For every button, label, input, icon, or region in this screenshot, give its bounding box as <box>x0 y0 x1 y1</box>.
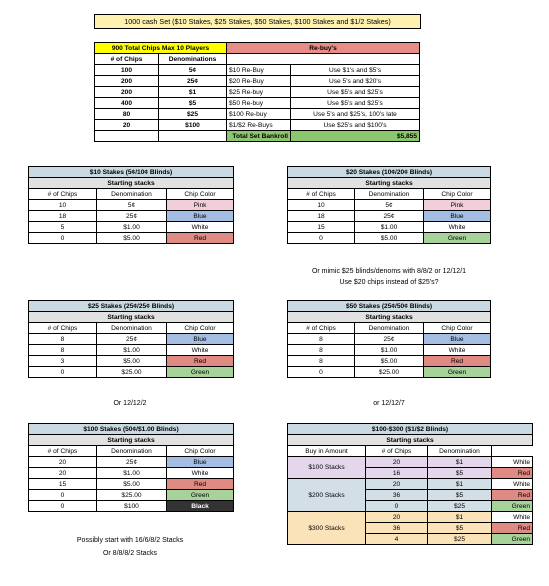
chip-count: 0 <box>29 501 97 512</box>
rebuy-usage: Use $5's and $25's <box>291 98 420 109</box>
chip-count: 0 <box>366 501 428 512</box>
stakes-note: Or mimic $25 blinds/denoms with 8/8/2 or 12/12/1 <box>311 268 467 275</box>
table-row <box>288 479 533 490</box>
chip-color: Red <box>424 356 491 367</box>
inventory-row <box>95 120 420 131</box>
stakes-title: $100-$300 ($1/$2 Blinds) <box>288 424 533 435</box>
chip-count: 8 <box>29 334 97 345</box>
col-buy-in: Buy in Amount <box>288 446 366 457</box>
chip-color: White <box>167 468 234 479</box>
chip-color: Blue <box>167 457 234 468</box>
inventory-row-chips: 20 <box>95 120 159 131</box>
total-bankroll-label: Total Set Bankroll <box>227 131 291 142</box>
s25-stakes-table <box>28 300 234 378</box>
col-chip-color: Chip Color <box>424 323 491 334</box>
chip-denomination: $25.00 <box>97 367 167 378</box>
chip-count: 15 <box>29 479 97 490</box>
chip-color: Pink <box>424 200 491 211</box>
col-denominations: Denominations <box>159 54 227 65</box>
s100-stakes-table <box>28 423 234 512</box>
rebuy-title: Re-buy's <box>227 43 420 54</box>
chip-denomination: $1 <box>428 479 492 490</box>
chip-color: White <box>167 222 234 233</box>
inventory-row-chips: 200 <box>95 87 159 98</box>
chip-color: Red <box>167 233 234 244</box>
stakes-note: or 12/12/7 <box>373 400 405 407</box>
col-denomination: Denomination <box>355 323 424 334</box>
table-row <box>29 490 234 501</box>
inventory-row-chips: 400 <box>95 98 159 109</box>
chip-denomination: $1.00 <box>97 345 167 356</box>
chip-denomination: $25 <box>428 534 492 545</box>
chip-denomination: $1 <box>428 457 492 468</box>
rebuy-amount: $10 Re-Buy <box>227 65 291 76</box>
stakes-title: $100 Stakes (50¢/$1.00 Blinds) <box>29 424 234 435</box>
col-chips: # of Chips <box>288 323 355 334</box>
inventory-row-chips: 80 <box>95 109 159 120</box>
chip-color: Red <box>492 468 533 479</box>
s10-stakes-table <box>28 166 234 244</box>
chip-color: Pink <box>167 200 234 211</box>
table-row <box>29 356 234 367</box>
stakes-title: $25 Stakes (25¢/25¢ Blinds) <box>29 301 234 312</box>
chip-count: 20 <box>366 457 428 468</box>
chip-denomination: $5.00 <box>355 356 424 367</box>
chip-count: 8 <box>288 345 355 356</box>
chip-color: Black <box>167 501 234 512</box>
chip-count: 20 <box>29 457 97 468</box>
chip-count: 15 <box>288 222 355 233</box>
inventory-row <box>95 98 420 109</box>
col-denomination: Denomination <box>97 446 167 457</box>
starting-stacks-label: Starting stacks <box>288 435 533 446</box>
starting-stacks-label: Starting stacks <box>29 178 234 189</box>
col-chips: # of Chips <box>29 446 97 457</box>
table-row <box>288 367 491 378</box>
chip-count: 3 <box>29 356 97 367</box>
table-row <box>288 222 491 233</box>
chip-denomination: $5.00 <box>97 233 167 244</box>
chip-denomination: $5.00 <box>355 233 424 244</box>
chip-color: Green <box>167 367 234 378</box>
chip-color: Blue <box>167 334 234 345</box>
chip-count: 0 <box>29 367 97 378</box>
chip-denomination: $5 <box>428 523 492 534</box>
chip-color: Green <box>424 233 491 244</box>
col-chips: # of Chips <box>95 54 159 65</box>
starting-stacks-label: Starting stacks <box>288 178 491 189</box>
chip-color: Blue <box>424 211 491 222</box>
chip-color: Red <box>492 490 533 501</box>
chip-denomination: 5¢ <box>355 200 424 211</box>
inventory-row-chips: 100 <box>95 65 159 76</box>
inventory-row <box>95 65 420 76</box>
inventory-row-chips: 200 <box>95 76 159 87</box>
chip-color: Red <box>492 523 533 534</box>
stakes-title: $50 Stakes (25¢/50¢ Blinds) <box>288 301 491 312</box>
table-row <box>29 367 234 378</box>
total-row <box>95 131 420 142</box>
inventory-row-denom: 5¢ <box>159 65 227 76</box>
chip-denomination: $1 <box>428 512 492 523</box>
s50-stakes-table <box>287 300 491 378</box>
buy-in-amount: $200 Stacks <box>288 479 366 512</box>
chip-count: 10 <box>29 200 97 211</box>
chip-denomination: 25¢ <box>355 211 424 222</box>
s20-stakes-table <box>287 166 491 244</box>
table-row <box>29 468 234 479</box>
chip-color: Red <box>167 479 234 490</box>
col-denomination: Denomination <box>428 446 492 457</box>
chip-color: Green <box>424 367 491 378</box>
table-row <box>29 233 234 244</box>
stakes-title: $20 Stakes (10¢/20¢ Blinds) <box>288 167 491 178</box>
inventory-row-denom: $25 <box>159 109 227 120</box>
chip-count: 0 <box>29 233 97 244</box>
col-chips: # of Chips <box>29 189 97 200</box>
inventory-row <box>95 109 420 120</box>
col-chips: # of Chips <box>366 446 428 457</box>
chip-count: 4 <box>366 534 428 545</box>
s300-stakes-table <box>287 423 533 545</box>
stakes-note: Possibly start with 16/6/8/2 Stacks <box>76 537 184 544</box>
chip-count: 16 <box>366 468 428 479</box>
chip-count: 8 <box>288 356 355 367</box>
total-bankroll-value: $5,855 <box>291 131 420 142</box>
chip-color: Green <box>492 501 533 512</box>
chip-denomination: $5.00 <box>97 356 167 367</box>
table-row <box>29 345 234 356</box>
rebuy-usage: Use 5's and $20's <box>291 76 420 87</box>
chip-denomination: $1.00 <box>97 468 167 479</box>
col-chip-color: Chip Color <box>167 323 234 334</box>
table-row <box>29 211 234 222</box>
table-row <box>288 200 491 211</box>
chip-count: 5 <box>29 222 97 233</box>
starting-stacks-label: Starting stacks <box>288 312 491 323</box>
chip-color: White <box>492 479 533 490</box>
chip-count: 8 <box>288 334 355 345</box>
chip-color: Blue <box>424 334 491 345</box>
table-row <box>288 457 533 468</box>
col-chip-color: Chip Color <box>167 446 234 457</box>
table-row <box>29 334 234 345</box>
chip-inventory-table <box>94 42 420 142</box>
rebuy-amount: $1/$2 Re-Buys <box>227 120 291 131</box>
chip-denomination: $1.00 <box>355 222 424 233</box>
col-denomination: Denomination <box>355 189 424 200</box>
chip-count: 20 <box>366 512 428 523</box>
chip-color: Green <box>167 490 234 501</box>
chip-count: 0 <box>29 490 97 501</box>
chip-color: White <box>424 345 491 356</box>
chip-count: 36 <box>366 523 428 534</box>
chip-color: White <box>492 512 533 523</box>
table-row <box>29 457 234 468</box>
inventory-row-denom: $5 <box>159 98 227 109</box>
chip-denomination: $1.00 <box>97 222 167 233</box>
col-chips: # of Chips <box>288 189 355 200</box>
chip-color: Green <box>492 534 533 545</box>
table-row <box>29 501 234 512</box>
table-row <box>288 356 491 367</box>
inventory-row-denom: 25¢ <box>159 76 227 87</box>
chip-denomination: $5 <box>428 490 492 501</box>
table-row <box>288 233 491 244</box>
buy-in-amount: $300 Stacks <box>288 512 366 545</box>
chip-denomination: $5 <box>428 468 492 479</box>
table-row <box>288 512 533 523</box>
rebuy-usage: Use $5's and $25's <box>291 87 420 98</box>
rebuy-amount: $50 Re-buy <box>227 98 291 109</box>
col-denomination: Denomination <box>97 323 167 334</box>
starting-stacks-label: Starting stacks <box>29 312 234 323</box>
rebuy-usage: Use 5's and $25's, 100's late <box>291 109 420 120</box>
buy-in-amount: $100 Stacks <box>288 457 366 479</box>
col-denomination: Denomination <box>97 189 167 200</box>
table-row <box>29 479 234 490</box>
col-chip-color: Chip Color <box>424 189 491 200</box>
chip-count: 10 <box>288 200 355 211</box>
chip-denomination: $25 <box>428 501 492 512</box>
stakes-note: Or 12/12/2 <box>113 400 147 407</box>
chip-denomination: $25.00 <box>97 490 167 501</box>
chip-denomination: 25¢ <box>97 457 167 468</box>
table-row <box>29 222 234 233</box>
table-row <box>288 211 491 222</box>
chip-denomination: $100 <box>97 501 167 512</box>
chip-color: White <box>424 222 491 233</box>
rebuy-amount: $100 Re-buy <box>227 109 291 120</box>
table-row <box>29 200 234 211</box>
chip-color: White <box>167 345 234 356</box>
stakes-note: Or 8/8/8/2 Stacks <box>102 550 158 557</box>
chip-denomination: $25.00 <box>355 367 424 378</box>
table-row <box>288 345 491 356</box>
col-chips: # of Chips <box>29 323 97 334</box>
chip-denomination: $5.00 <box>97 479 167 490</box>
chip-count: 18 <box>288 211 355 222</box>
chip-denomination: 25¢ <box>97 211 167 222</box>
starting-stacks-label: Starting stacks <box>29 435 234 446</box>
inventory-title: 900 Total Chips Max 10 Players <box>95 43 227 54</box>
rebuy-usage: Use $1's and $5's <box>291 65 420 76</box>
chip-denomination: $1.00 <box>355 345 424 356</box>
rebuy-amount: $25 Re-buy <box>227 87 291 98</box>
rebuy-usage: Use $25's and $100's <box>291 120 420 131</box>
chip-count: 8 <box>29 345 97 356</box>
chip-denomination: 25¢ <box>355 334 424 345</box>
chip-count: 18 <box>29 211 97 222</box>
inventory-row-denom: $1 <box>159 87 227 98</box>
rebuy-amount: $20 Re-Buy <box>227 76 291 87</box>
chip-count: 20 <box>366 479 428 490</box>
chip-count: 0 <box>288 233 355 244</box>
inventory-row <box>95 87 420 98</box>
chip-denomination: 25¢ <box>97 334 167 345</box>
stakes-title: $10 Stakes (5¢/10¢ Blinds) <box>29 167 234 178</box>
chip-color: Blue <box>167 211 234 222</box>
chip-count: 36 <box>366 490 428 501</box>
chip-count: 20 <box>29 468 97 479</box>
chip-count: 0 <box>288 367 355 378</box>
col-chip-color: Chip Color <box>167 189 234 200</box>
chip-denomination: 5¢ <box>97 200 167 211</box>
chip-color: Red <box>167 356 234 367</box>
table-row <box>288 334 491 345</box>
banner: 1000 cash Set ($10 Stakes, $25 Stakes, $50 Stakes, $100 Stakes and $1/2 Stakes) <box>94 14 421 29</box>
inventory-row-denom: $100 <box>159 120 227 131</box>
stakes-note: Use $20 chips instead of $25's? <box>339 279 439 286</box>
inventory-row <box>95 76 420 87</box>
chip-color: White <box>492 457 533 468</box>
